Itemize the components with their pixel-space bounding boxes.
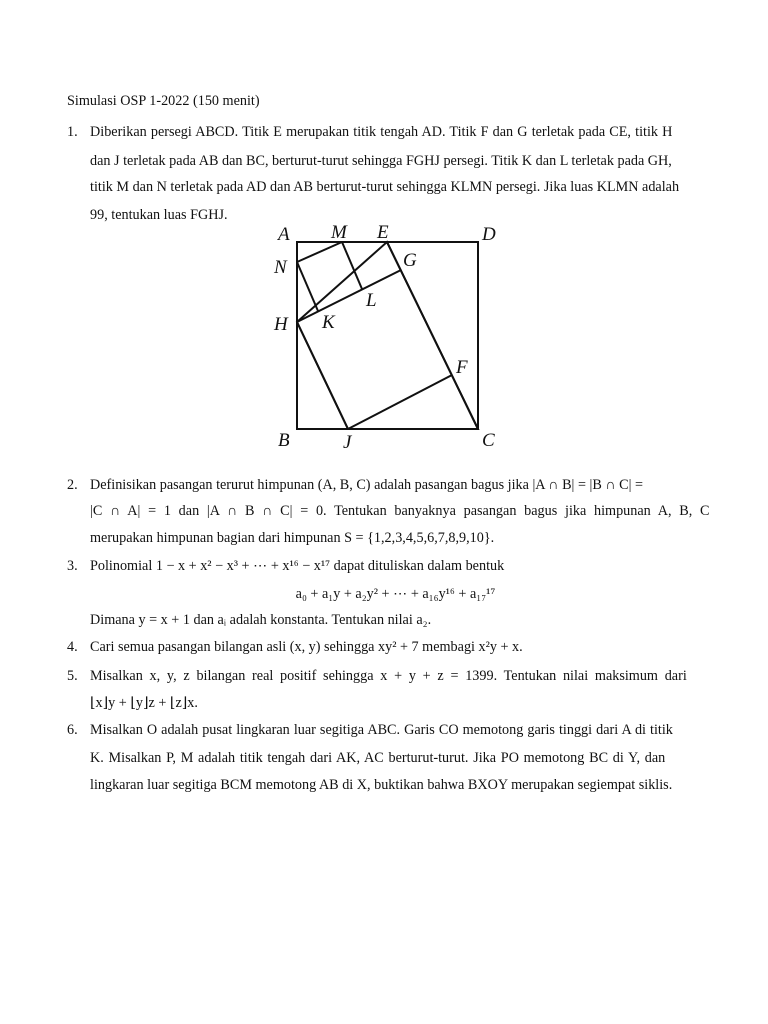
question-number: 4. xyxy=(67,639,78,655)
label-m: M xyxy=(331,222,347,243)
page-title: Simulasi OSP 1-2022 (150 menit) xyxy=(67,93,260,109)
label-d: D xyxy=(482,224,496,245)
segment-jf xyxy=(348,375,452,429)
label-g: G xyxy=(403,250,417,271)
segment-mn xyxy=(297,242,342,262)
question-line: Misalkan x, y, z bilangan real positif sehingga x + y + z = 1399. Tentukan nilai maksimum dari xyxy=(90,668,687,684)
label-l: L xyxy=(366,290,377,311)
question-formula: a₀ + a₁y + a₂y² + ⋯ + a₁₆y¹⁶ + a₁₇¹⁷ xyxy=(295,586,496,602)
question-line: 99, tentukan luas FGHJ. xyxy=(90,207,228,223)
question-line: Dimana y = x + 1 dan aᵢ adalah konstanta. Tentukan nilai a₂. xyxy=(90,612,432,628)
label-e: E xyxy=(377,222,389,243)
label-c: C xyxy=(482,430,495,451)
question-line: dan J terletak pada AB dan BC, berturut-turut sehingga FGHJ persegi. Titik K dan L terletak pada GH, xyxy=(90,153,672,169)
question-line: merupakan himpunan bagian dari himpunan S = {1,2,3,4,5,6,7,8,9,10}. xyxy=(90,530,495,546)
question-line: Misalkan O adalah pusat lingkaran luar segitiga ABC. Garis CO memotong garis tinggi dari A di titik xyxy=(90,722,673,738)
square-abcd xyxy=(297,242,478,429)
label-b: B xyxy=(278,430,290,451)
question-number: 6. xyxy=(67,722,78,738)
label-f: F xyxy=(456,357,468,378)
label-n: N xyxy=(274,257,287,278)
segment-ml xyxy=(342,242,362,289)
square-fghj xyxy=(297,242,478,429)
segment-hj xyxy=(297,322,348,429)
question-line: Polinomial 1 − x + x² − x³ + ⋯ + x¹⁶ − x¹⁷ dapat dituliskan dalam bentuk xyxy=(90,558,505,574)
label-h: H xyxy=(274,314,288,335)
question-line: Diberikan persegi ABCD. Titik E merupakan titik tengah AD. Titik F dan G terletak pada CE, titik H xyxy=(90,124,673,140)
label-j: J xyxy=(343,432,352,453)
question-number: 1. xyxy=(67,124,78,140)
question-line: |C ∩ A| = 1 dan |A ∩ B ∩ C| = 0. Tentukan banyaknya pasangan bagus jika himpunan A, B, C xyxy=(90,503,710,519)
label-a: A xyxy=(278,224,290,245)
question-number: 2. xyxy=(67,477,78,493)
label-k: K xyxy=(322,312,335,333)
question-line: titik M dan N terletak pada AD dan AB berturut-turut sehingga KLMN persegi. Jika luas KLMN adalah xyxy=(90,179,680,195)
question-line: lingkaran luar segitiga BCM memotong AB di X, buktikan bahwa BXOY merupakan segiempat siklis. xyxy=(90,777,673,793)
segment-nk xyxy=(297,262,318,311)
question-number: 5. xyxy=(67,668,78,684)
question-line: Cari semua pasangan bilangan asli (x, y) sehingga xy² + 7 membagi x²y + x. xyxy=(90,639,523,655)
question-line xyxy=(90,477,701,494)
question-line: ⌊x⌋y + ⌊y⌋z + ⌊z⌋x. xyxy=(90,695,198,711)
question-number: 3. xyxy=(67,558,78,574)
question-line: K. Misalkan P, M adalah titik tengah dari AK, AC berturut-turut. Jika PO memotong BC di Y, dan xyxy=(90,750,666,766)
line-text: Definisikan pasangan terurut himpunan (A, B, C) adalah pasangan bagus jika |A ∩ B| = |B ∩ C| = xyxy=(90,477,643,493)
